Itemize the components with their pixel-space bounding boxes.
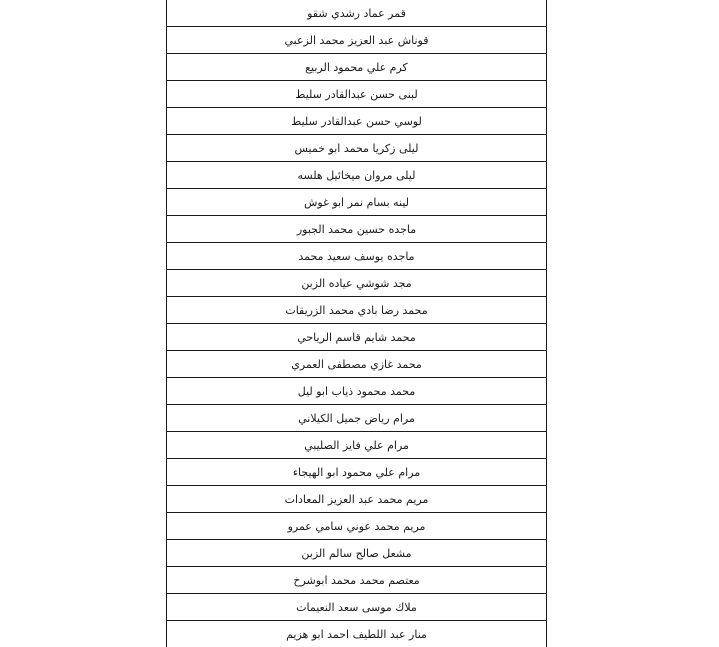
name-cell: ماجده حسين محمد الجبور [167, 216, 547, 243]
name-cell: مشعل صالح سالم الزبن [167, 540, 547, 567]
name-cell: معتصم محمد محمد ابوشرخ [167, 567, 547, 594]
table-row [167, 324, 547, 351]
name-cell: ليلى مروان ميخائيل هلسه [167, 162, 547, 189]
table-row [167, 540, 547, 567]
name-cell: ليلى زكريا محمد ابو خميس [167, 135, 547, 162]
name-cell: ماجده يوسف سعيد محمد [167, 243, 547, 270]
table-row [167, 621, 547, 647]
table-row [167, 297, 547, 324]
table-row [167, 81, 547, 108]
name-cell: مرام رياض جميل الكيلاني [167, 405, 547, 432]
table-row [167, 0, 547, 27]
name-cell: محمد شايم قاسم الرياحي [167, 324, 547, 351]
name-cell: كرم علي محمود الربيع [167, 54, 547, 81]
name-cell: لبنى حسن عبدالقادر سليط [167, 81, 547, 108]
name-cell: لينه بسام نمر ابو غوش [167, 189, 547, 216]
table-row [167, 378, 547, 405]
table-row [167, 513, 547, 540]
table-row [167, 243, 547, 270]
name-cell: محمد رضا بادي محمد الزريقات [167, 297, 547, 324]
name-cell: مرام علي فايز الصليبي [167, 432, 547, 459]
table-row [167, 432, 547, 459]
name-cell: منار عبد اللطيف احمد ابو هزيم [167, 621, 547, 647]
name-cell: مرام علي محمود ابو الهيجاء [167, 459, 547, 486]
table-row [167, 459, 547, 486]
names-table [166, 0, 547, 647]
name-cell: ملاك موسى سعد النعيمات [167, 594, 547, 621]
name-cell: محمد محمود ذياب ابو ليل [167, 378, 547, 405]
table-row [167, 405, 547, 432]
table-row [167, 54, 547, 81]
table-row [167, 189, 547, 216]
table-row [167, 594, 547, 621]
table-row [167, 216, 547, 243]
name-cell: محمد غازي مصطفى العمري [167, 351, 547, 378]
table-row [167, 270, 547, 297]
table-row [167, 162, 547, 189]
table-row [167, 135, 547, 162]
table-row [167, 351, 547, 378]
table-row [167, 486, 547, 513]
name-cell: مجد شوشي عياده الزبن [167, 270, 547, 297]
name-cell: قمر عماد رشدي شقو [167, 0, 547, 27]
table-row [167, 27, 547, 54]
name-cell: لوسي حسن عبدالقادر سليط [167, 108, 547, 135]
table-row [167, 567, 547, 594]
name-cell: مريم محمد عوني سامي عمرو [167, 513, 547, 540]
name-cell: قوناش عبد العزيز محمد الزعبي [167, 27, 547, 54]
name-cell: مريم محمد عبد العزيز المعادات [167, 486, 547, 513]
table-row [167, 108, 547, 135]
